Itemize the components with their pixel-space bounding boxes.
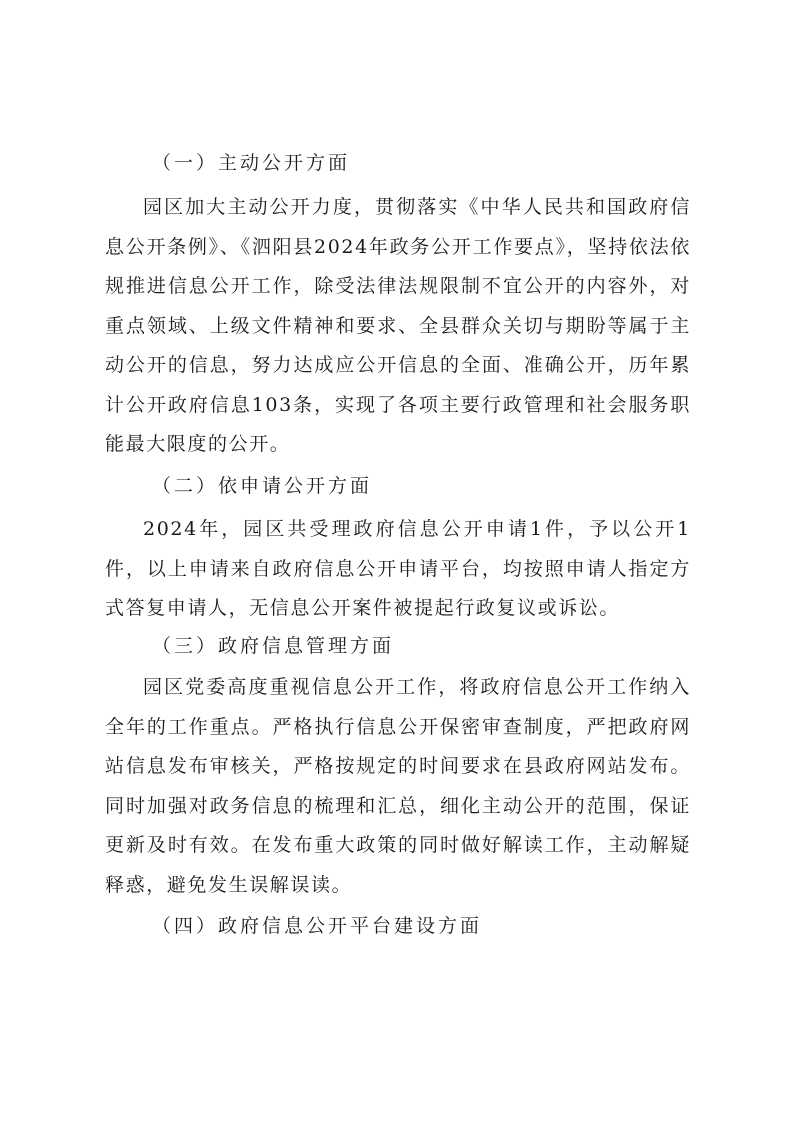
section-heading-platform-construction: （四）政府信息公开平台建设方面 — [152, 915, 483, 937]
section-paragraph-information-management: 园区党委高度重视信息公开工作，将政府信息公开工作纳入全年的工作重点。严格执行信息公开保密审查制度，严把政府网站信息发布审核关，严格按规定的时间要求在县政府网站发布。同时加强对政务信息的梳理和汇总，细化主动公开的范围，保证更新及时有效。在发布重大政策的同时做好解读工作，主动解疑释惑，避免发生误解误读。 — [105, 676, 691, 896]
section-heading-application-disclosure: （二）依申请公开方面 — [152, 475, 373, 497]
section-heading-information-management: （三）政府信息管理方面 — [152, 635, 395, 657]
section-paragraph-proactive-disclosure: 园区加大主动公开力度，贯彻落实《中华人民共和国政府信息公开条例》、《泗阳县2024年政务公开工作要点》，坚持依法依规推进信息公开工作，除受法律法规限制不宜公开的内容外，对重点领域、上级文件精神和要求、全县群众关切与期盼等属于主动公开的信息，努力达成应公开信息的全面、准确公开，历年累计公开政府信息103条，实现了各项主要行政管理和社会服务职能最大限度的公开。 — [105, 196, 691, 455]
section-paragraph-application-disclosure: 2024年，园区共受理政府信息公开申请1件，予以公开1件，以上申请来自政府信息公开申请平台，均按照申请人指定方式答复申请人，无信息公开案件被提起行政复议或诉讼。 — [105, 518, 691, 619]
section-heading-proactive-disclosure: （一）主动公开方面 — [152, 152, 351, 174]
